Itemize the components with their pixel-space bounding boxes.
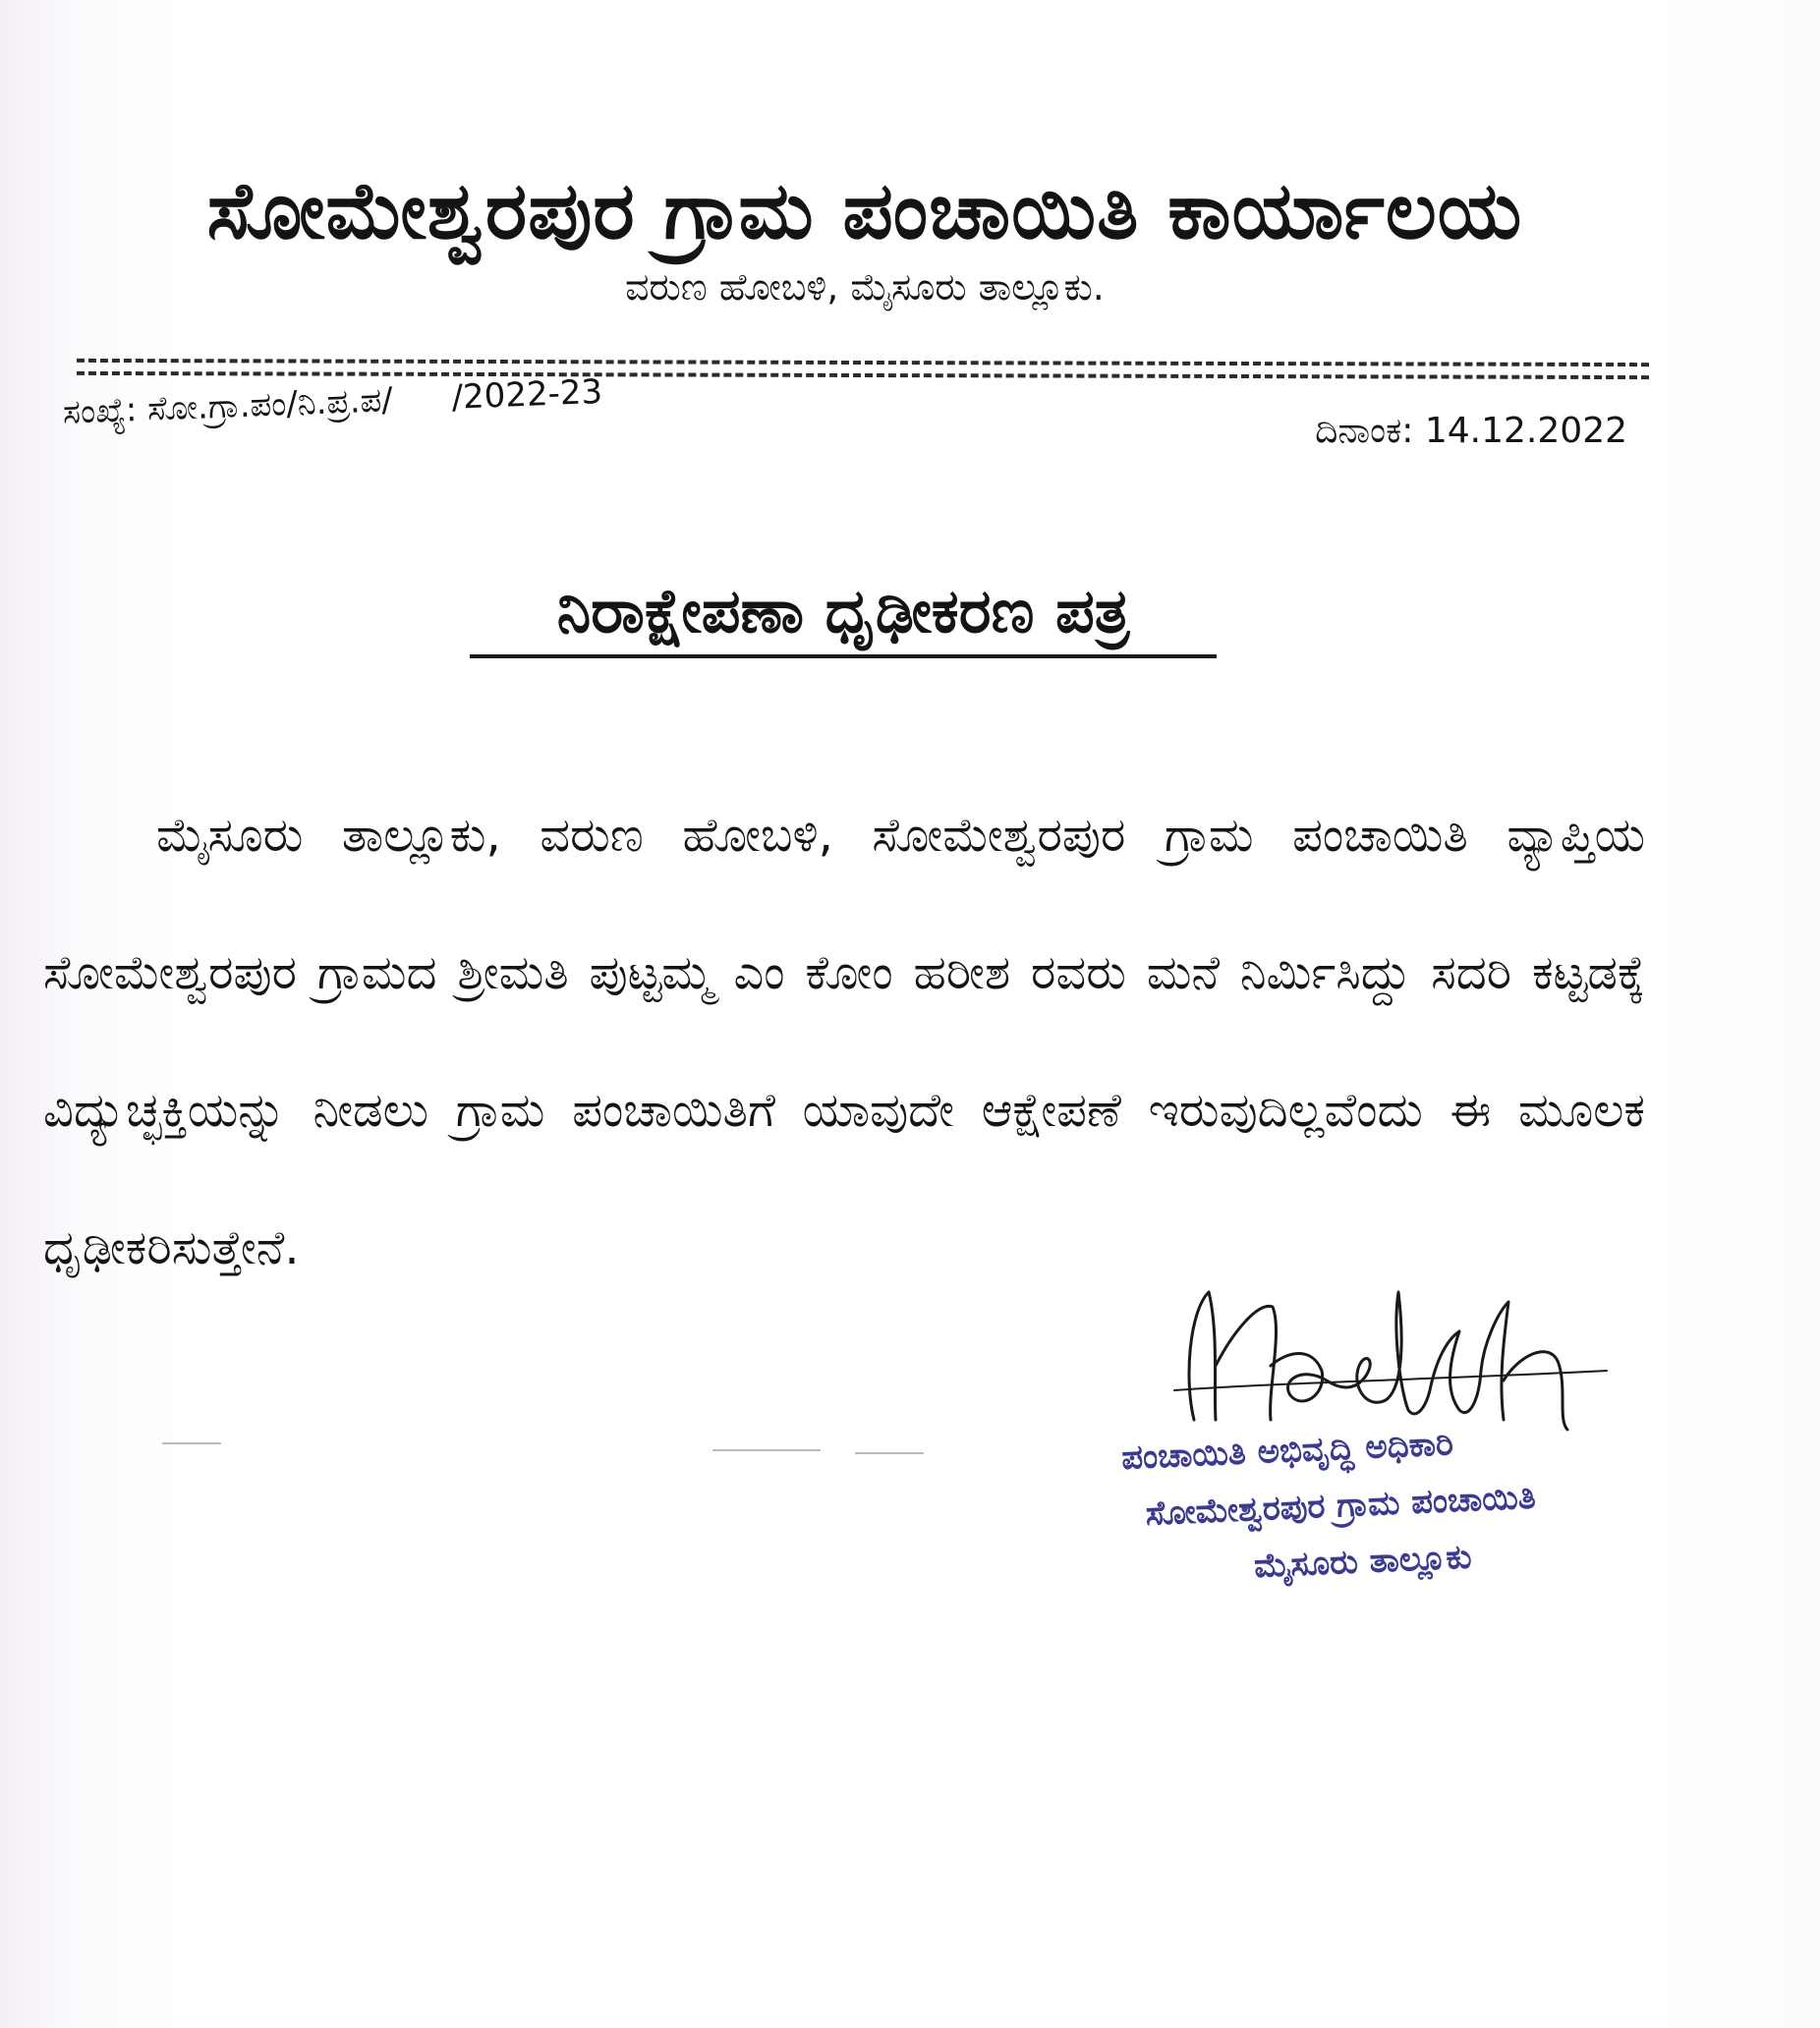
reference-number-year: /2022-23 bbox=[450, 371, 603, 418]
seal-office: ಸೋಮೇಶ್ವರಪುರ ಗ್ರಾಮ ಪಂಚಾಯಿತಿ bbox=[1144, 1477, 1537, 1534]
official-seal bbox=[1120, 1407, 1638, 1601]
document-date bbox=[1315, 411, 1627, 452]
seal-designation: ಪಂಚಾಯಿತಿ ಅಭಿವೃದ್ಧಿ ಅಧಿಕಾರಿ bbox=[1120, 1424, 1454, 1478]
header-divider bbox=[77, 371, 1649, 379]
scan-smudge bbox=[712, 1449, 821, 1451]
reference-number bbox=[62, 372, 603, 432]
seal-taluk: ಮೈಸೂರು ತಾಲ್ಲೂಕು bbox=[1253, 1537, 1473, 1587]
reference-number-label: ಸಂಖ್ಯೆ: ಸೋ.ಗ್ರಾ.ಪಂ/ನಿ.ಪ್ರ.ಪ/ bbox=[62, 380, 394, 432]
scan-smudge bbox=[855, 1452, 924, 1454]
header-divider bbox=[77, 359, 1649, 366]
date-label: ದಿನಾಂಕ: bbox=[1315, 411, 1414, 451]
office-subtitle: ವರುಣ ಹೋಬಳಿ, ಮೈಸೂರು ತಾಲ್ಲೂಕು. bbox=[625, 265, 1105, 309]
office-title: ಸೋಮೇಶ್ವರಪುರ ಗ್ರಾಮ ಪಂಚಾಯಿತಿ ಕಾರ್ಯಾಲಯ bbox=[206, 165, 1523, 256]
document-title: ನಿರಾಕ್ಷೇಪಣಾ ಧೃಢೀಕರಣ ಪತ್ರ bbox=[470, 578, 1217, 658]
document-body: ಮೈಸೂರು ತಾಲ್ಲೂಕು, ವರುಣ ಹೋಬಳಿ, ಸೋಮೇಶ್ವರಪುರ ಗ್ರಾಮ ಪಂಚಾಯಿತಿ ವ್ಯಾಪ್ತಿಯ ಸೋಮೇಶ್ವರಪುರ ಗ್ರಾಮದ ಶ್ರೀಮತಿ ಪುಟ್ಟಮ್ಮ ಎಂ ಕೋಂ ಹರೀಶ ರವರು ಮನೆ ನಿರ್ಮಿಸಿದ್ದು ಸದರಿ ಕಟ್ಟಡಕ್ಕೆ ವಿದ್ಯುಚ್ಛಕ್ತಿಯನ್ನು ನೀಡಲು ಗ್ರಾಮ ಪಂಚಾಯಿತಿಗೆ ಯಾವುದೇ ಆಕ್ಷೇಪಣೆ ಇರುವುದಿಲ್ಲವೆಂದು ಈ ಮೂಲಕ ಧೃಢೀಕರಿಸುತ್ತೇನೆ. bbox=[43, 808, 1645, 1275]
scan-smudge bbox=[162, 1442, 221, 1444]
date-value: 14.12.2022 bbox=[1424, 411, 1627, 451]
